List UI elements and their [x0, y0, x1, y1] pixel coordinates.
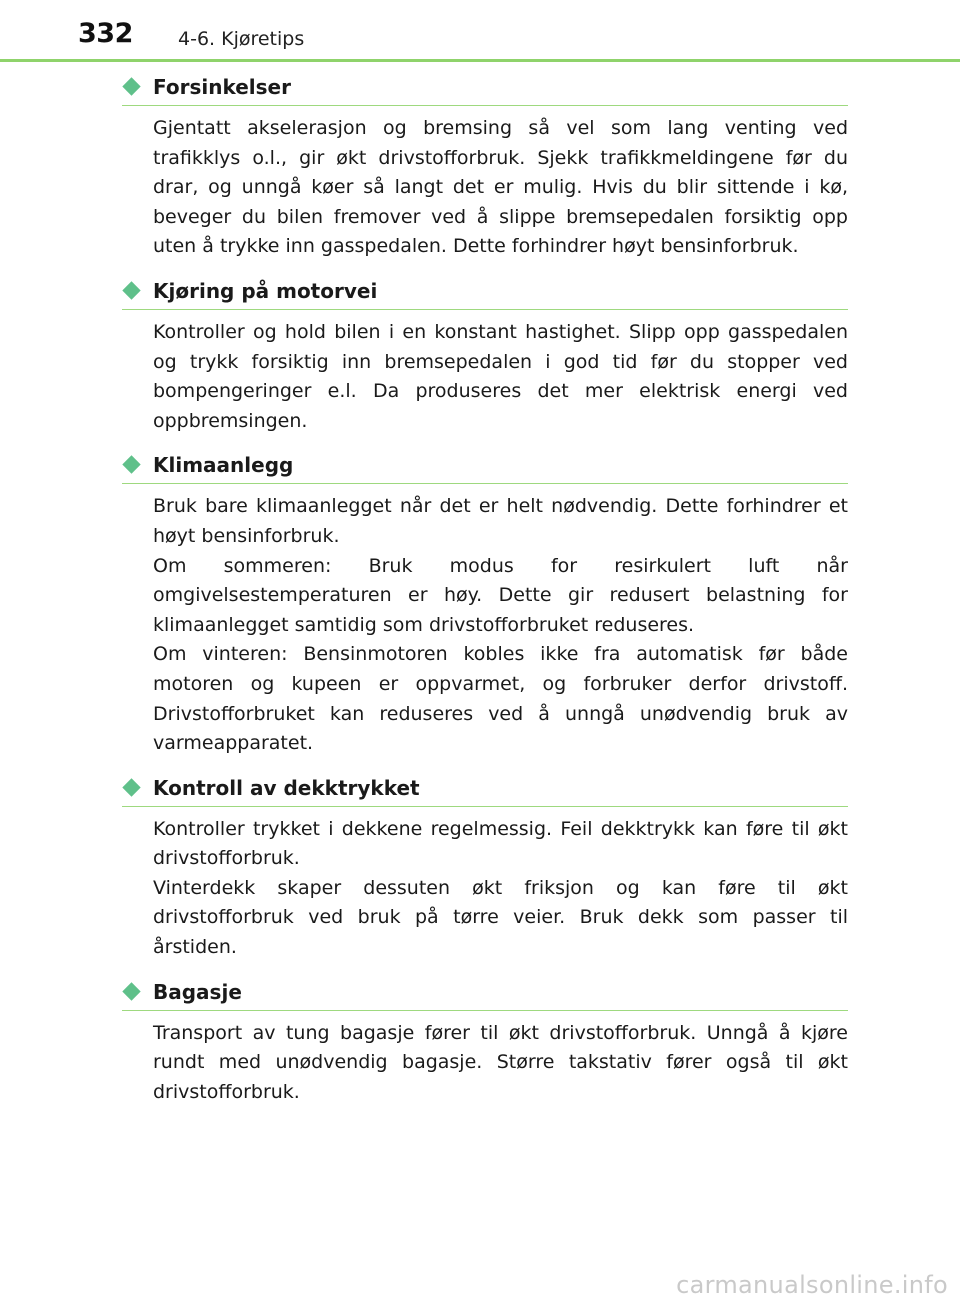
section-klimaanlegg	[122, 450, 848, 758]
body-paragraph: Gjentatt akselerasjon og bremsing så vel som lang venting ved trafikklys o.l., gir økt drivstofforbruk. Sjekk trafikkmeldingene før du drar, og unngå køer så langt det er mulig. Hvis du blir sittende i kø, beveger du bilen fremover ved å slippe bremsepedalen forsiktig opp uten å trykke inn gasspedalen. Dette forhindrer høyt bensinforbruk.	[153, 117, 848, 258]
section-heading-text: Klimaanlegg	[153, 453, 294, 478]
section-kontroll-av-dekktrykket	[122, 773, 848, 963]
page-content	[122, 72, 848, 1121]
section-forsinkelser	[122, 72, 848, 262]
section-title: 4-6. Kjøretips	[178, 28, 305, 50]
diamond-icon	[122, 281, 140, 299]
header-divider	[0, 59, 960, 62]
section-heading-text: Kjøring på motorvei	[153, 278, 378, 303]
section-heading	[122, 773, 848, 807]
watermark: carmanualsonline.info	[676, 1271, 948, 1299]
body-paragraph: Kontroller og hold bilen i en konstant hastighet. Slipp opp gasspedalen og trykk forsiktig inn bremsepedalen i god tid før du stopper ved bompengeringer e.l. Da produseres det mer elektrisk energi ved oppbremsingen.	[153, 320, 848, 432]
section-heading-text: Forsinkelser	[153, 75, 291, 99]
section-heading-text: Kontroll av dekktrykket	[153, 775, 420, 800]
diamond-icon	[122, 77, 140, 95]
body-paragraph: Transport av tung bagasje fører til økt drivstofforbruk. Unngå å kjøre rundt med unødvendig bagasje. Større takstativ fører også til økt drivstofforbruk.	[153, 1021, 848, 1103]
body-paragraph: Vinterdekk skaper dessuten økt friksjon og kan føre til økt drivstofforbruk ved bruk på tørre veier. Bruk dekk som passer til årstiden.	[153, 876, 848, 959]
body-paragraph: Om vinteren: Bensinmotoren kobles ikke fra automatisk før både motoren og kupeen er oppvarmet, og forbruker derfor drivstoff. Drivstofforbruket kan reduseres ved å unngå unødvendig bruk av varmeapparatet.	[153, 643, 848, 755]
section-bagasje	[122, 977, 848, 1108]
section-heading	[122, 72, 848, 106]
section-heading	[122, 450, 848, 484]
diamond-icon	[122, 982, 140, 1000]
body-paragraph: Bruk bare klimaanlegget når det er helt nødvendig. Dette forhindrer et høyt bensinforbruk.	[153, 495, 848, 547]
section-heading-text: Bagasje	[153, 979, 242, 1004]
section-kjoring-pa-motorvei	[122, 276, 848, 436]
diamond-icon	[122, 456, 140, 474]
section-heading	[122, 977, 848, 1011]
section-heading	[122, 276, 848, 310]
diamond-icon	[122, 778, 140, 796]
body-paragraph: Om sommeren: Bruk modus for resirkulert luft når omgivelsestemperaturen er høy. Dette gir redusert belastning for klimaanlegget samtidig som drivstofforbruket reduseres.	[153, 554, 848, 636]
page-header	[0, 0, 960, 62]
body-paragraph: Kontroller trykket i dekkene regelmessig. Feil dekktrykk kan føre til økt drivstofforbruk.	[153, 817, 848, 870]
page-number: 332	[78, 18, 133, 49]
